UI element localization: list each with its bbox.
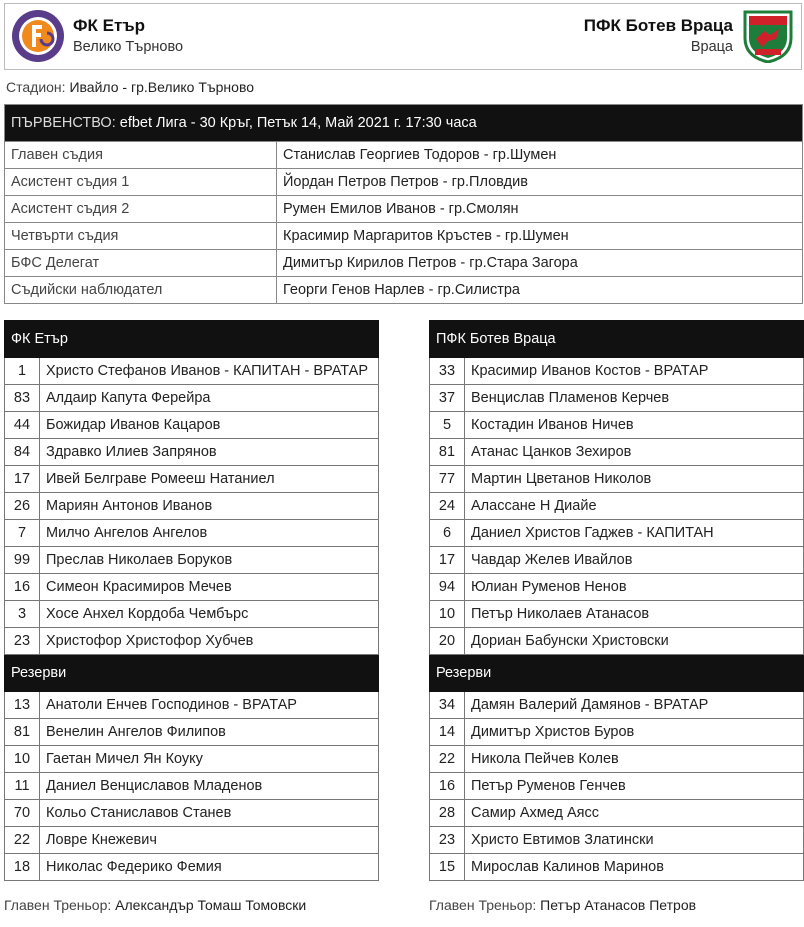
home-team-name: ФК Етър xyxy=(73,16,146,35)
official-person: Йордан Петров Петров - гр.Пловдив xyxy=(277,169,803,196)
player-name[interactable]: Венелин Ангелов Филипов xyxy=(40,719,379,746)
player-name[interactable]: Петър Руменов Генчев xyxy=(465,773,804,800)
official-row xyxy=(5,142,803,169)
player-number: 7 xyxy=(5,520,40,547)
stadium-line xyxy=(6,79,254,95)
match-header xyxy=(4,3,802,70)
player-name[interactable]: Христо Стефанов Иванов - КАПИТАН - ВРАТАР xyxy=(40,358,379,385)
player-number: 6 xyxy=(430,520,465,547)
player-number: 16 xyxy=(430,773,465,800)
player-name[interactable]: Анатоли Енчев Господинов - ВРАТАР xyxy=(40,692,379,719)
player-name[interactable]: Даниел Венциславов Младенов xyxy=(40,773,379,800)
player-number: 22 xyxy=(430,746,465,773)
player-number: 22 xyxy=(5,827,40,854)
player-name[interactable]: Симеон Красимиров Мечев xyxy=(40,574,379,601)
player-name[interactable]: Алдаир Капута Ферейра xyxy=(40,385,379,412)
player-name[interactable]: Милчо Ангелов Ангелов xyxy=(40,520,379,547)
player-name[interactable]: Преслав Николаев Боруков xyxy=(40,547,379,574)
player-name[interactable]: Николас Федерико Фемия xyxy=(40,854,379,881)
official-role: Главен съдия xyxy=(5,142,277,169)
official-person: Станислав Георгиев Тодоров - гр.Шумен xyxy=(277,142,803,169)
player-row[interactable] xyxy=(5,547,379,574)
team-title-row xyxy=(5,321,379,358)
player-name[interactable]: Ивей Белграве Ромееш Натаниел xyxy=(40,466,379,493)
player-number: 24 xyxy=(430,493,465,520)
player-number: 10 xyxy=(430,601,465,628)
player-row[interactable] xyxy=(430,601,804,628)
player-number: 77 xyxy=(430,466,465,493)
home-lineup-table xyxy=(4,320,379,881)
player-name[interactable]: Чавдар Желев Ивайлов xyxy=(465,547,804,574)
player-name[interactable]: Димитър Христов Буров xyxy=(465,719,804,746)
etar-crest-icon xyxy=(11,9,65,63)
player-number: 99 xyxy=(5,547,40,574)
competition-row xyxy=(5,105,803,142)
player-name[interactable]: Здравко Илиев Запрянов xyxy=(40,439,379,466)
player-name[interactable]: Божидар Иванов Кацаров xyxy=(40,412,379,439)
player-row[interactable] xyxy=(430,358,804,385)
official-row xyxy=(5,196,803,223)
player-number: 37 xyxy=(430,385,465,412)
player-row[interactable] xyxy=(430,547,804,574)
player-number: 44 xyxy=(5,412,40,439)
away-coach-label: Главен Треньор: xyxy=(429,897,537,913)
player-number: 26 xyxy=(5,493,40,520)
player-name[interactable]: Ловре Кнежевич xyxy=(40,827,379,854)
botev-vratsa-crest-icon xyxy=(741,9,795,63)
player-number: 23 xyxy=(430,827,465,854)
subs-title: Резерви xyxy=(5,655,379,692)
player-number: 20 xyxy=(430,628,465,655)
stadium-value: Ивайло - гр.Велико Търново xyxy=(69,79,255,95)
player-row[interactable] xyxy=(5,358,379,385)
subs-title: Резерви xyxy=(430,655,804,692)
player-number: 70 xyxy=(5,800,40,827)
player-name[interactable]: Христо Евтимов Златински xyxy=(465,827,804,854)
player-name[interactable]: Хосе Анхел Кордоба Чембърс xyxy=(40,601,379,628)
away-team-name: ПФК Ботев Враца xyxy=(583,16,733,35)
away-team-block[interactable] xyxy=(584,9,795,63)
player-number: 13 xyxy=(5,692,40,719)
away-lineup-table xyxy=(429,320,804,881)
player-row[interactable] xyxy=(5,385,379,412)
player-row[interactable] xyxy=(5,773,379,800)
player-name[interactable]: Алассане Н Диайе xyxy=(465,493,804,520)
player-number: 5 xyxy=(430,412,465,439)
player-name[interactable]: Никола Пейчев Колев xyxy=(465,746,804,773)
player-number: 16 xyxy=(5,574,40,601)
official-person: Георги Генов Нарлев - гр.Силистра xyxy=(277,277,803,304)
player-number: 15 xyxy=(430,854,465,881)
player-name[interactable]: Мартин Цветанов Николов xyxy=(465,466,804,493)
officials-table xyxy=(4,104,803,304)
stadium-label: Стадион: xyxy=(6,79,66,95)
home-coach-name[interactable]: Александър Томаш Томовски xyxy=(115,897,307,913)
home-team-city: Велико Търново xyxy=(73,39,184,55)
player-number: 81 xyxy=(5,719,40,746)
player-row[interactable] xyxy=(5,800,379,827)
team-title: ФК Етър xyxy=(5,321,379,358)
player-row[interactable] xyxy=(430,574,804,601)
player-row[interactable] xyxy=(430,628,804,655)
player-row[interactable] xyxy=(430,719,804,746)
player-name[interactable]: Венцислав Пламенов Керчев xyxy=(465,385,804,412)
player-row[interactable] xyxy=(5,746,379,773)
player-row[interactable] xyxy=(430,520,804,547)
away-team-city: Враца xyxy=(690,39,733,55)
player-name[interactable]: Даниел Христов Гаджев - КАПИТАН xyxy=(465,520,804,547)
player-name[interactable]: Костадин Иванов Ничев xyxy=(465,412,804,439)
player-number: 83 xyxy=(5,385,40,412)
player-name[interactable]: Самир Ахмед Аясс xyxy=(465,800,804,827)
player-name[interactable]: Дамян Валерий Дамянов - ВРАТАР xyxy=(465,692,804,719)
player-row[interactable] xyxy=(430,692,804,719)
player-number: 1 xyxy=(5,358,40,385)
home-coach-label: Главен Треньор: xyxy=(4,897,112,913)
team-title-row xyxy=(430,321,804,358)
official-role: БФС Делегат xyxy=(5,250,277,277)
player-row[interactable] xyxy=(430,746,804,773)
away-coach xyxy=(429,897,696,913)
player-name[interactable]: Христофор Христофор Хубчев xyxy=(40,628,379,655)
subs-title-row xyxy=(430,655,804,692)
player-row[interactable] xyxy=(5,439,379,466)
player-row[interactable] xyxy=(430,412,804,439)
player-number: 28 xyxy=(430,800,465,827)
player-row[interactable] xyxy=(430,493,804,520)
player-row[interactable] xyxy=(430,800,804,827)
official-row xyxy=(5,277,803,304)
player-name[interactable]: Дориан Бабунски Христовски xyxy=(465,628,804,655)
player-name[interactable]: Красимир Иванов Костов - ВРАТАР xyxy=(465,358,804,385)
player-number: 10 xyxy=(5,746,40,773)
player-row[interactable] xyxy=(430,773,804,800)
competition-label: ПЪРВЕНСТВО: xyxy=(11,115,116,131)
player-row[interactable] xyxy=(5,692,379,719)
player-name[interactable]: Юлиан Руменов Ненов xyxy=(465,574,804,601)
competition-details: efbet Лига - 30 Кръг, Петък 14, Май 2021 г. 17:30 часа xyxy=(119,115,477,131)
team-title: ПФК Ботев Враца xyxy=(430,321,804,358)
home-team-block[interactable] xyxy=(11,9,183,63)
player-name[interactable]: Мирослав Калинов Маринов xyxy=(465,854,804,881)
official-person: Димитър Кирилов Петров - гр.Стара Загора xyxy=(277,250,803,277)
player-name[interactable]: Кольо Станиславов Станев xyxy=(40,800,379,827)
player-row[interactable] xyxy=(430,854,804,881)
official-role: Четвърти съдия xyxy=(5,223,277,250)
official-row xyxy=(5,169,803,196)
official-role: Асистент съдия 2 xyxy=(5,196,277,223)
player-name[interactable]: Атанас Цанков Зехиров xyxy=(465,439,804,466)
player-number: 94 xyxy=(430,574,465,601)
player-row[interactable] xyxy=(5,412,379,439)
player-number: 3 xyxy=(5,601,40,628)
player-number: 17 xyxy=(430,547,465,574)
player-row[interactable] xyxy=(5,601,379,628)
player-row[interactable] xyxy=(430,385,804,412)
player-row[interactable] xyxy=(430,439,804,466)
official-person: Румен Емилов Иванов - гр.Смолян xyxy=(277,196,803,223)
player-row[interactable] xyxy=(430,466,804,493)
player-number: 11 xyxy=(5,773,40,800)
player-name[interactable]: Мариян Антонов Иванов xyxy=(40,493,379,520)
player-number: 33 xyxy=(430,358,465,385)
official-person: Красимир Маргаритов Кръстев - гр.Шумен xyxy=(277,223,803,250)
player-row[interactable] xyxy=(5,719,379,746)
player-number: 17 xyxy=(5,466,40,493)
player-name[interactable]: Гаетан Мичел Ян Коуку xyxy=(40,746,379,773)
player-number: 18 xyxy=(5,854,40,881)
player-row[interactable] xyxy=(5,827,379,854)
home-coach xyxy=(4,897,306,913)
player-row[interactable] xyxy=(5,854,379,881)
player-row[interactable] xyxy=(5,466,379,493)
player-number: 14 xyxy=(430,719,465,746)
subs-title-row xyxy=(5,655,379,692)
player-number: 23 xyxy=(5,628,40,655)
official-row xyxy=(5,223,803,250)
player-number: 81 xyxy=(430,439,465,466)
official-role: Асистент съдия 1 xyxy=(5,169,277,196)
player-row[interactable] xyxy=(5,493,379,520)
official-row xyxy=(5,250,803,277)
competition-cell xyxy=(5,105,803,142)
player-row[interactable] xyxy=(5,520,379,547)
player-row[interactable] xyxy=(5,628,379,655)
player-number: 84 xyxy=(5,439,40,466)
official-role: Съдийски наблюдател xyxy=(5,277,277,304)
player-row[interactable] xyxy=(430,827,804,854)
player-row[interactable] xyxy=(5,574,379,601)
player-number: 34 xyxy=(430,692,465,719)
player-name[interactable]: Петър Николаев Атанасов xyxy=(465,601,804,628)
away-coach-name[interactable]: Петър Атанасов Петров xyxy=(540,897,697,913)
